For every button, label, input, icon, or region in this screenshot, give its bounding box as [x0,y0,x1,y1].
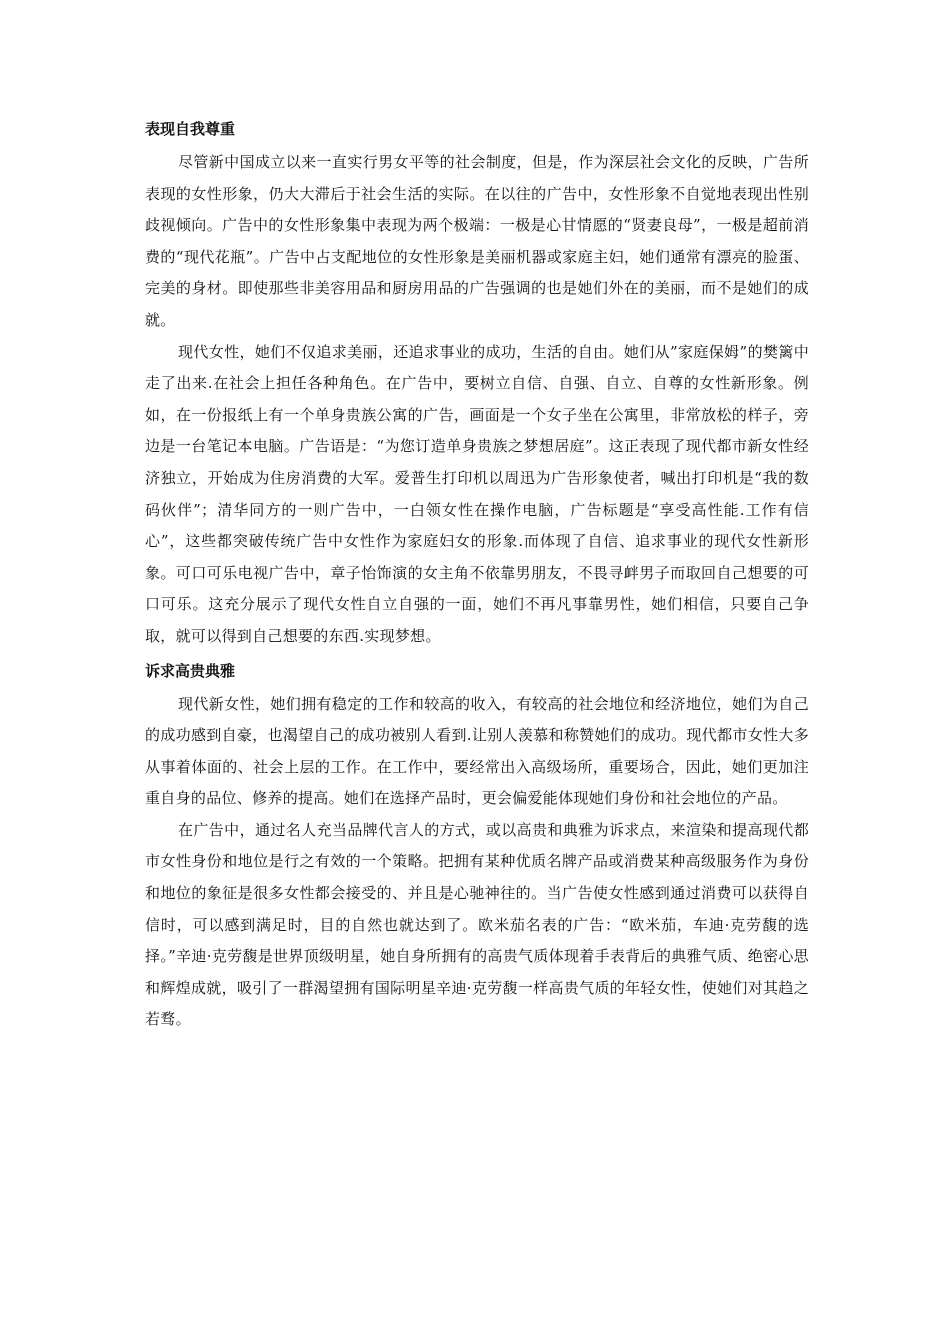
section-heading-elegance: 诉求高贵典雅 [145,661,236,680]
document-page [145,111,809,1036]
paragraph: 尽管新中国成立以来一直实行男女平等的社会制度，但是，作为深层社会文化的反映，广告所表现的女性形象，仍大大滞后于社会生活的实际。在以往的广告中，女性形象不自觉地表现出性别歧视倾向。广告中的女性形象集中表现为两个极端：一极是心甘情愿的“贤妻良母”，一极是超前消费的“现代花瓶”。广告中占支配地位的女性形象是美丽机器或家庭主妇，她们通常有漂亮的脸蛋、完美的身材。即使那些非美容用品和厨房用品的广告强调的也是她们外在的美丽，而不是她们的成就。 [145,153,809,329]
paragraph: 现代女性，她们不仅追求美丽，还追求事业的成功，生活的自由。她们从”家庭保姆”的樊篱中走了出来.在社会上担任各种角色。在广告中，要树立自信、自强、自立、自尊的女性新形象。例如，在一份报纸上有一个单身贵族公寓的广告，画面是一个女子坐在公寓里，非常放松的样子，旁边是一台笔记本电脑。广告语是：“为您订造单身贵族之梦想居庭”。这正表现了现代都市新女性经济独立，开始成为住房消费的大军。爱普生打印机以周迅为广告形象使者，喊出打印机是“我的数码伙伴”；清华同方的一则广告中，一白领女性在操作电脑，广告标题是“享受高性能.工作有信心”，这些都突破传统广告中女性作为家庭妇女的形象.而体现了自信、追求事业的现代女性新形象。可口可乐电视广告中，章子怡饰演的女主角不依靠男朋友，不畏寻衅男子而取回自己想要的可口可乐。这充分展示了现代女性自立自强的一面，她们不再凡事靠男性，她们相信，只要自己争取，就可以得到自己想要的东西.实现梦想。 [145,342,809,645]
section-heading-self-respect: 表现自我尊重 [145,120,236,138]
paragraph: 在广告中，通过名人充当品牌代言人的方式，或以高贵和典雅为诉求点，来渲染和提高现代都市女性身份和地位是行之有效的一个策略。把拥有某种优质名牌产品或消费某种高级服务作为身份和地位的象征是很多女性都会接受的、并且是心驰神往的。当广告使女性感到通过消费可以获得自信时，可以感到满足时，目的自然也就达到了。欧米茄名表的广告：“欧米茄，车迪·克劳馥的选择。”辛迪·克劳馥是世界顶级明星，她自身所拥有的高贵气质体现着手表背后的典雅气质、绝密心思和辉煌成就，吸引了一群渴望拥有国际明星辛迪·克劳馥一样高贵气质的年轻女性，使她们对其趋之若骛。 [145,820,809,1029]
paragraph: 现代新女性，她们拥有稳定的工作和较高的收入，有较高的社会地位和经济地位，她们为自己的成功感到自豪，也渴望自己的成功被别人看到.让别人羡慕和称赞她们的成功。现代都市女性大多从事着体面的、社会上层的工作。在工作中，要经常出入高级场所，重要场合，因此，她们更加注重自身的品位、修养的提高。她们在选择产品时，更会偏爱能体现她们身份和社会地位的产品。 [145,694,809,808]
